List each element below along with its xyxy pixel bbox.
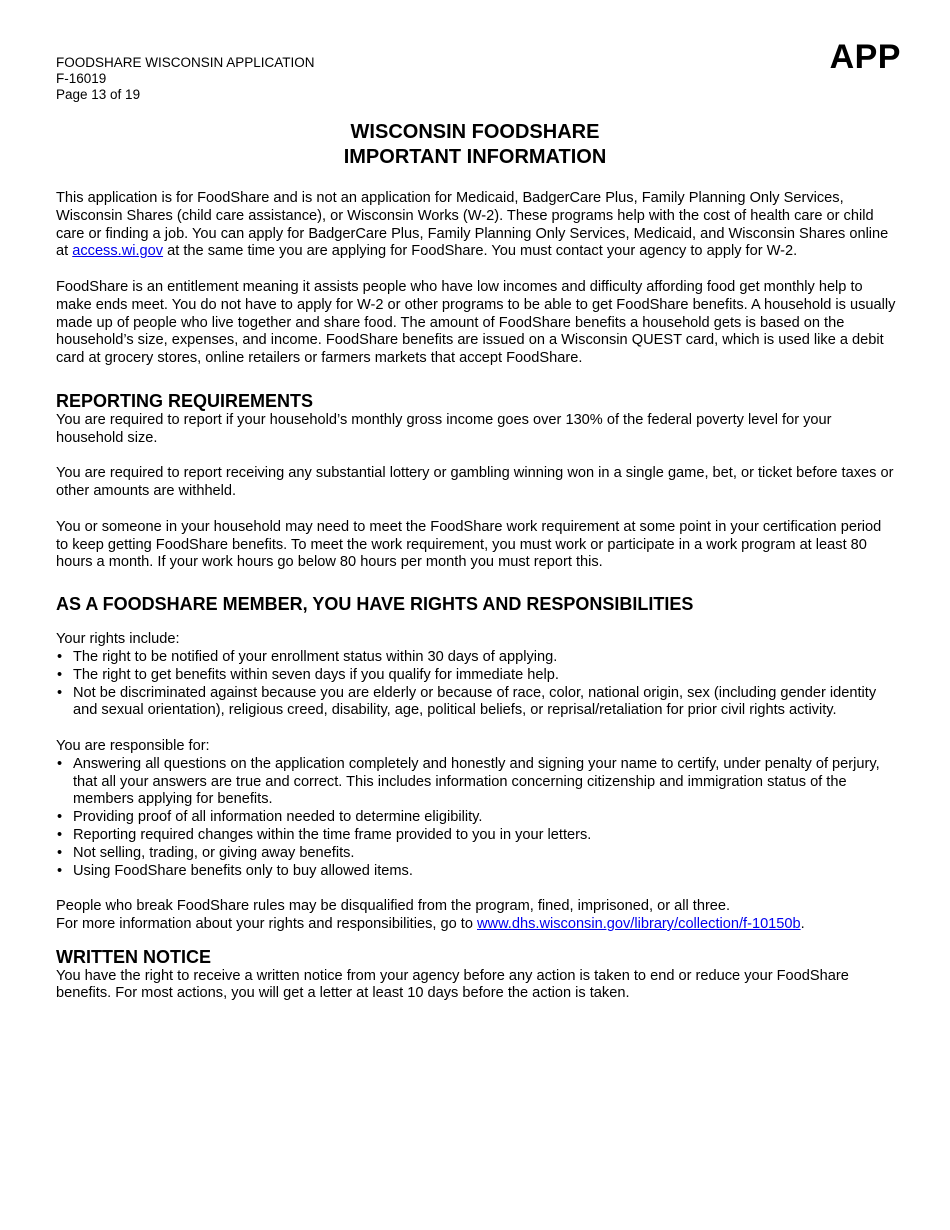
title-line-1: WISCONSIN FOODSHARE (350, 121, 600, 143)
intro-paragraph-2: FoodShare is an entitlement meaning it assists people who have low incomes and difficulty affording food get monthly help to make ends meet. You do not have to apply for W-2 or other programs to be able to get FoodShare benefits. A household is usually made up of people who live together and share food. The amount of FoodShare benefits a household gets is based on the household’s size, expenses, and income. FoodShare benefits are issued on a Wisconsin QUEST card, which is used like a debit card at grocery stores, online retailers or farmers markets that accept FoodShare. (56, 278, 896, 367)
list-item: • Not selling, trading, or giving away benefits. (56, 845, 896, 863)
reporting-paragraph-3: You or someone in your household may need to meet the FoodShare work requirement at some point in your certification period to keep getting FoodShare benefits. To meet the work requirement, you must work or participate in a work program at least 80 hours a month. If your work hours go below 80 hours per month you must report this. (56, 518, 882, 571)
access-wi-link[interactable]: access.wi.gov (72, 243, 164, 260)
more-info-paragraph: For more information about your rights and responsibilities, go to www.dhs.wisconsin.gov/library/collection/f-10150b. (56, 915, 805, 932)
title-line-2: IMPORTANT INFORMATION (343, 146, 607, 168)
reporting-paragraph-1: You are required to report if your household’s monthly gross income goes over 130% of the federal poverty level for your household size. (56, 411, 832, 446)
written-notice-heading: WRITTEN NOTICE (56, 946, 211, 967)
list-item: • The right to be notified of your enrollment status within 30 days of applying. (56, 649, 896, 667)
list-item: • The right to get benefits within seven days if you qualify for immediate help. (56, 667, 896, 685)
document-body (56, 190, 896, 1003)
responsibilities-list (56, 756, 896, 881)
list-item: • Reporting required changes within the time frame provided to you in your letters. (56, 827, 896, 845)
page-number: Page 13 of 19 (56, 87, 141, 102)
dhs-rights-link[interactable]: www.dhs.wisconsin.gov/library/collection/f-10150b (477, 915, 801, 932)
reporting-paragraph-2: You are required to report receiving any substantial lottery or gambling winning won in a single game, bet, or ticket before taxes or other amounts are withheld. (56, 465, 894, 500)
list-item: • Using FoodShare benefits only to buy allowed items. (56, 863, 896, 881)
rights-heading: AS A FOODSHARE MEMBER, YOU HAVE RIGHTS AND RESPONSIBILITIES (56, 594, 694, 615)
written-notice-paragraph: You have the right to receive a written notice from your agency before any action is taken to end or reduce your FoodShare benefits. For most actions, you will get a letter at least 10 days before the action is taken. (56, 967, 849, 1002)
list-item: • Providing proof of all information needed to determine eligibility. (56, 809, 896, 827)
app-tag: APP (829, 38, 901, 76)
rights-list (56, 649, 896, 720)
list-item: • Answering all questions on the application completely and honestly and signing your name to certify, under penalty of perjury, that all your answers are true and correct. This includes information concerning citizenship and immigration status of the members applying for benefits. (56, 756, 896, 809)
form-header (56, 55, 315, 103)
reporting-heading: REPORTING REQUIREMENTS (56, 390, 314, 411)
list-item: • Not be discriminated against because you are elderly or because of race, color, national origin, sex (including gender identity and sexual orientation), religious creed, disability, age, political beliefs, or reprisal/retaliation for prior civil rights activity. (56, 685, 896, 721)
intro-paragraph-1: This application is for FoodShare and is not an application for Medicaid, BadgerCare Plus, Family Planning Only Services, Wisconsin Shares (child care assistance), or Wisconsin Works (W-2). These programs help with the cost of health care or child care or finding a job. You can apply for BadgerCare Plus, Family Planning Only Services, Medicaid, and Wisconsin Shares online at access.wi.gov at the same time you are applying for FoodShare. You must contact your agency to apply for W-2. (56, 190, 889, 260)
rights-intro: Your rights include: (56, 631, 180, 648)
page-title (56, 120, 894, 170)
form-name: FOODSHARE WISCONSIN APPLICATION (56, 55, 315, 70)
form-number: F-16019 (56, 71, 107, 86)
responsibilities-intro: You are responsible for: (56, 737, 210, 754)
rules-paragraph: People who break FoodShare rules may be disqualified from the program, fined, imprisoned, or all three. (56, 898, 731, 915)
